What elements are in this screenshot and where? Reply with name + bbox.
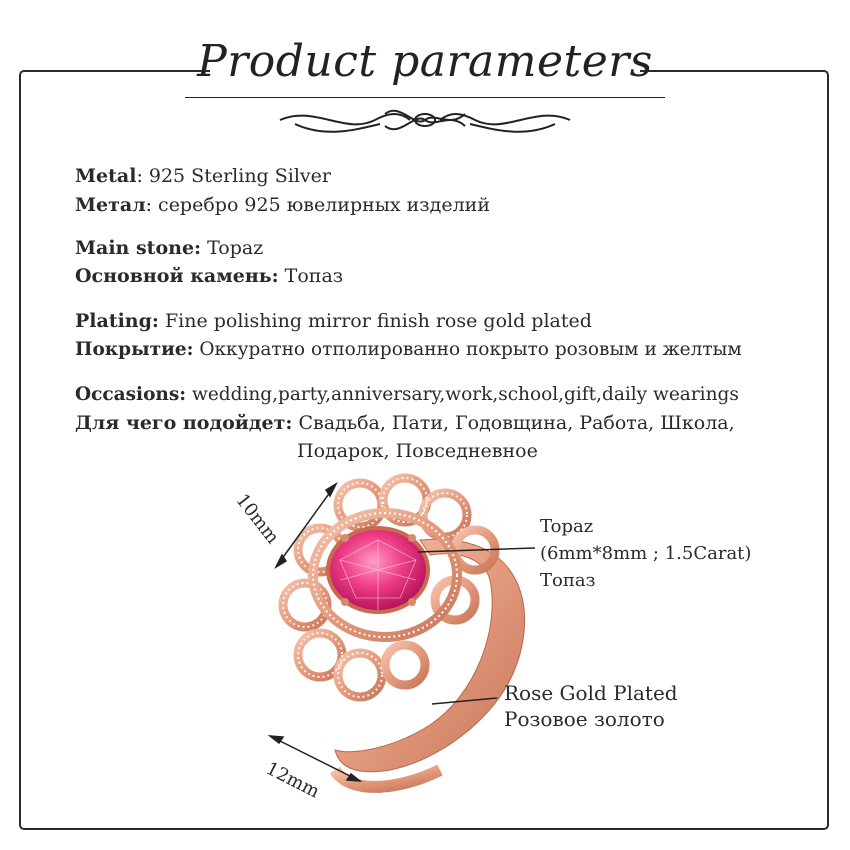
spec-key: Основной камень: — [75, 265, 279, 287]
spec-value: Fine polishing mirror finish rose gold plated — [158, 310, 592, 332]
spec-key: Occasions: — [75, 384, 187, 405]
spec-value: : серебро 925 ювелирных изделий — [145, 194, 491, 216]
spec-key: Plating: — [75, 310, 159, 332]
plating-label-ru: Розовое золото — [504, 707, 665, 731]
spec-value: : 925 Sterling Silver — [136, 165, 331, 187]
stone-label-ru: Топаз — [540, 570, 596, 591]
spec-value: wedding,party,anniversary,work,school,gift,daily wearings — [186, 384, 739, 405]
spec-value: Оккуратно отполированно покрыто розовым и желтым — [193, 339, 742, 360]
spec-key: Main stone: — [75, 237, 202, 259]
stone-size-label: (6mm*8mm ; 1.5Carat) — [540, 543, 752, 564]
dim-top-label: 10mm — [231, 490, 284, 548]
spec-value: Подарок, Повседневное — [297, 440, 538, 462]
spec-key: Для чего подойдет: — [75, 412, 293, 434]
stone-label: Topaz — [540, 516, 594, 537]
spec-key: Метал — [75, 194, 146, 216]
spec-value: Топаз — [278, 265, 344, 287]
page-title: Product parameters — [197, 36, 653, 87]
spec-value: Свадьба, Пати, Годовщина, Работа, Школа, — [292, 412, 735, 434]
spec-key: Покрытие: — [75, 339, 194, 360]
spec-value: Topaz — [201, 237, 264, 259]
dim-bottom-label: 12mm — [262, 758, 323, 803]
plating-label: Rose Gold Plated — [504, 681, 678, 705]
spec-key: Metal — [75, 165, 137, 187]
